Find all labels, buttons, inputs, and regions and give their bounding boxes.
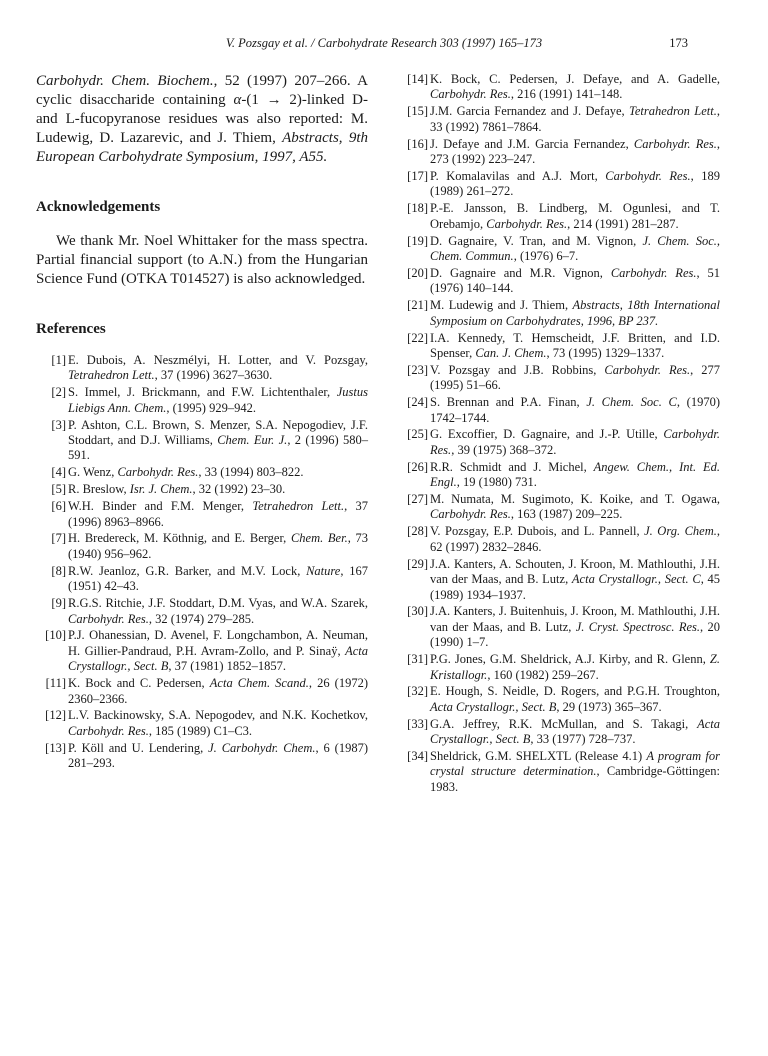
reference-number: [ 30 ] [398, 604, 428, 619]
reference-source: Tetrahedron Lett. [252, 499, 345, 514]
carryover-text: , 52 (1997) 207–266. A cyclic disaccharide containing [36, 73, 369, 108]
reference-item [398, 557, 720, 603]
reference-number: [ 5 ] [36, 482, 66, 497]
reference-details: , 51 (1976) 140–144. [430, 265, 720, 296]
reference-details: , 37 (1996) 3627–3630. [154, 368, 273, 383]
reference-details: , 73 (1995) 1329–1337. [546, 345, 665, 360]
reference-source: J. Chem. Soc. C [586, 395, 677, 410]
reference-authors: V. Pozsgay and J.B. Robbins, [430, 362, 605, 377]
reference-text [430, 749, 720, 795]
reference-source: Acta Crystallogr., Sect. B [430, 699, 557, 714]
reference-details: , 29 (1973) 365–367. [556, 699, 662, 714]
reference-number: [ 26 ] [398, 460, 428, 475]
reference-item [36, 465, 368, 480]
reference-details: , 277 (1995) 51–66. [430, 362, 721, 393]
reference-number: [ 11 ] [36, 676, 66, 691]
reference-authors: R.G.S. Ritchie, J.F. Stoddart, D.M. Vyas, and W.A. Szarek, [68, 596, 368, 611]
reference-number: [ 12 ] [36, 708, 66, 723]
reference-details: , 33 (1994) 803–822. [198, 465, 304, 480]
reference-source: Justus Liebigs Ann. Chem. [68, 385, 368, 415]
reference-number: [ 1 ] [36, 353, 66, 368]
reference-text [68, 385, 368, 416]
reference-source: Abstracts, 18th International Symposium on Carbohydrates, 1996, BP 237. [430, 298, 720, 328]
reference-details: , 33 (1992) 7861–7864. [430, 104, 720, 134]
reference-source: J. Carbohydr. Chem. [208, 740, 316, 755]
reference-text [68, 708, 368, 739]
reference-text [430, 492, 720, 523]
reference-number: [ 10 ] [36, 628, 66, 643]
reference-source: Acta Crystallogr., Sect. B [430, 716, 720, 747]
carryover-journal: Carbohydr. Chem. Biochem. [36, 73, 214, 89]
reference-number: [ 6 ] [36, 499, 66, 514]
reference-details: , 273 (1992) 223–247. [430, 136, 721, 167]
reference-source: J. Cryst. Spectrosc. Res. [575, 619, 701, 634]
reference-list-right [398, 72, 720, 795]
reference-number: [ 22 ] [398, 331, 428, 346]
reference-details: , 216 (1991) 141–148. [510, 87, 623, 102]
reference-text [430, 104, 720, 135]
reference-authors: D. Gagnaire, V. Tran, and M. Vignon, [430, 233, 643, 248]
reference-item [36, 628, 368, 674]
reference-item [36, 741, 368, 772]
reference-item [398, 604, 720, 650]
reference-item [398, 137, 720, 168]
reference-text [430, 266, 720, 297]
reference-details: , 37 (1996) 8963–8966. [68, 499, 369, 529]
reference-text [430, 137, 720, 168]
reference-source: J. Org. Chem. [644, 524, 717, 539]
reference-text [68, 465, 368, 480]
reference-details: , 2 (1996) 580–591. [68, 433, 368, 463]
reference-number: [ 19 ] [398, 234, 428, 249]
acknowledgements-heading: Acknowledgements [36, 199, 161, 215]
carryover-paragraph [36, 72, 368, 167]
reference-number: [ 34 ] [398, 749, 428, 764]
reference-source: Carbohydr. Res. [486, 216, 568, 231]
reference-authors: J. Defaye and J.M. Garcia Fernandez, [430, 136, 634, 151]
reference-details: , 32 (1992) 23–30. [192, 482, 286, 497]
reference-text [68, 499, 368, 530]
reference-authors: G.A. Jeffrey, R.K. McMullan, and S. Takagi, [430, 716, 698, 731]
reference-details: , 167 (1951) 42–43. [68, 563, 368, 594]
reference-details: , Cambridge-Göttingen: 1983. [430, 764, 720, 794]
reference-item [36, 531, 368, 562]
reference-text [430, 460, 720, 491]
reference-authors: D. Gagnaire and M.R. Vignon, [430, 265, 611, 280]
reference-text [68, 676, 368, 707]
carryover-text-2: -(1 → 2)-linked D- and L-fucopyranose residues was also reported: M. Ludewig, D. Lazarevic, and J. Thiem, [36, 92, 368, 146]
reference-text [68, 418, 368, 464]
carryover-alpha: α [233, 92, 242, 108]
reference-authors: J.A. Kanters, A. Schouten, J. Kroon, M. Mathlouthi, J.H. van der Maas, and B. Lutz, [430, 556, 720, 587]
reference-authors: R. Breslow, [68, 482, 130, 497]
reference-number: [ 18 ] [398, 201, 428, 216]
right-column [398, 72, 720, 797]
reference-authors: S. Brennan and P.A. Finan, [430, 395, 587, 410]
reference-authors: W.H. Binder and F.M. Menger, [68, 499, 253, 514]
reference-item [36, 708, 368, 739]
reference-source: J. Chem. Soc., Chem. Commun. [430, 233, 720, 263]
reference-source: Acta Chem. Scand. [209, 676, 309, 691]
reference-text [68, 531, 368, 562]
reference-source: Acta Crystallogr., Sect. C [571, 572, 701, 587]
reference-source: A program for crystal structure determination. [430, 749, 720, 779]
reference-details: , 214 (1991) 281–287. [567, 216, 679, 231]
reference-authors: E. Dubois, A. Neszmélyi, H. Lotter, and V. Pozsgay, [68, 353, 368, 367]
reference-item [398, 395, 720, 426]
reference-source: Chem. Eur. J. [217, 433, 288, 448]
reference-item [398, 492, 720, 523]
reference-item [398, 363, 720, 394]
reference-number: [ 9 ] [36, 596, 66, 611]
reference-authors: G. Excoffier, D. Gagnaire, and J.-P. Utille, [430, 427, 664, 442]
reference-text [430, 557, 720, 603]
reference-number: [ 4 ] [36, 465, 66, 480]
reference-list-left [36, 353, 368, 772]
reference-number: [ 2 ] [36, 385, 66, 400]
reference-details: , 45 (1989) 1934–1937. [430, 572, 721, 602]
reference-text [430, 652, 720, 683]
reference-item [398, 104, 720, 135]
reference-item [36, 482, 368, 497]
reference-text [430, 72, 720, 103]
reference-details: , 189 (1989) 261–272. [430, 168, 721, 199]
reference-source: Carbohydr. Res. [68, 611, 149, 626]
reference-details: , 39 (1975) 368–372. [451, 442, 557, 457]
running-title: V. Pozsgay et al. / Carbohydrate Research 303 (1997) 165–173 [225, 36, 543, 50]
running-header [0, 36, 768, 54]
reference-text [68, 596, 368, 627]
reference-authors: M. Numata, M. Sugimoto, K. Koike, and T. Ogawa, [430, 492, 720, 507]
reference-number: [ 28 ] [398, 524, 428, 539]
reference-number: [ 29 ] [398, 557, 428, 572]
reference-authors: R.R. Schmidt and J. Michel, [430, 459, 594, 474]
reference-item [398, 331, 720, 362]
reference-text [68, 564, 368, 595]
reference-item [36, 564, 368, 595]
reference-details: , 33 (1977) 728–737. [530, 732, 636, 747]
reference-source: Tetrahedron Lett. [629, 104, 717, 119]
reference-item [398, 460, 720, 491]
reference-number: [ 27 ] [398, 492, 428, 507]
reference-details: , 160 (1982) 259–267. [487, 667, 599, 682]
reference-item [398, 717, 720, 748]
reference-item [398, 169, 720, 200]
reference-source: Carbohydr. Res. [68, 723, 149, 738]
reference-text [430, 363, 720, 394]
reference-source: Carbohydr. Res. [604, 362, 691, 377]
reference-details: , 163 (1987) 209–225. [510, 507, 623, 522]
carryover-abstracts: Abstracts, 9th European Carbohydrate Symposium, 1997, A55. [36, 130, 368, 165]
reference-item [398, 298, 720, 329]
reference-authors: K. Bock, C. Pedersen, J. Defaye, and A. Gadelle, [430, 72, 720, 86]
reference-source: Carbohydr. Res. [605, 168, 691, 183]
reference-text [430, 604, 720, 650]
reference-item [36, 353, 368, 384]
reference-text [430, 331, 720, 362]
reference-text [430, 427, 720, 458]
reference-number: [ 8 ] [36, 564, 66, 579]
reference-item [36, 596, 368, 627]
reference-details: , 32 (1974) 279–285. [148, 611, 255, 626]
reference-item [398, 427, 720, 458]
reference-authors: P.G. Jones, G.M. Sheldrick, A.J. Kirby, and R. Glenn, [430, 652, 710, 667]
reference-number: [ 21 ] [398, 298, 428, 313]
reference-source: Acta Crystallogr., Sect. B [68, 643, 368, 674]
acknowledgements-text: We thank Mr. Noel Whittaker for the mass spectra. Partial financial support (to A.N.) from the Hungarian Science Fund (OTKA T014527) is also acknowledged. [36, 233, 368, 287]
reference-source: Isr. J. Chem. [129, 482, 193, 497]
reference-number: [ 20 ] [398, 266, 428, 281]
reference-item [36, 418, 368, 464]
reference-text [68, 353, 368, 384]
reference-authors: V. Pozsgay, E.P. Dubois, and L. Pannell, [430, 524, 645, 539]
reference-authors: P. Köll and U. Lendering, [68, 740, 209, 755]
reference-number: [ 15 ] [398, 104, 428, 119]
reference-source: Z. Kristallogr. [430, 652, 720, 682]
reference-details: , (1995) 929–942. [166, 400, 256, 415]
reference-text [430, 717, 720, 748]
reference-text [68, 628, 368, 674]
reference-authors: L.V. Backinowsky, S.A. Nepogodev, and N.K. Kochetkov, [68, 708, 368, 723]
reference-item [36, 385, 368, 416]
reference-details: , 26 (1972) 2360–2366. [68, 676, 369, 706]
reference-authors: G. Wenz, [68, 465, 118, 480]
reference-details: , 37 (1981) 1852–1857. [168, 659, 287, 674]
reference-number: [ 23 ] [398, 363, 428, 378]
reference-number: [ 14 ] [398, 72, 428, 87]
reference-text [430, 524, 720, 555]
reference-details: , (1976) 6–7. [513, 248, 579, 263]
reference-number: [ 31 ] [398, 652, 428, 667]
reference-text [430, 169, 720, 200]
reference-authors: S. Immel, J. Brickmann, and F.W. Lichtenthaler, [68, 385, 337, 400]
reference-authors: E. Hough, S. Neidle, D. Rogers, and P.G.H. Troughton, [430, 684, 720, 699]
reference-source: Carbohydr. Res. [430, 87, 511, 102]
reference-source: Carbohydr. Res. [633, 136, 717, 151]
reference-authors: K. Bock and C. Pedersen, [68, 676, 210, 691]
reference-number: [ 32 ] [398, 684, 428, 699]
reference-source: Tetrahedron Lett. [68, 368, 155, 383]
reference-item [398, 749, 720, 795]
reference-text [68, 741, 368, 772]
reference-authors: P.J. Ohanessian, D. Avenel, F. Longchambon, A. Neuman, H. Gillier-Pandraud, P.H. Avram-Zollo, and P. Sinaÿ, [68, 628, 368, 658]
reference-source: Chem. Ber. [290, 531, 348, 546]
reference-item [398, 266, 720, 297]
reference-source: Carbohydr. Res. [117, 465, 199, 480]
reference-number: [ 25 ] [398, 427, 428, 442]
reference-number: [ 16 ] [398, 137, 428, 152]
reference-details: , (1970) 1742–1744. [430, 395, 720, 425]
reference-item [398, 652, 720, 683]
reference-text [68, 482, 368, 497]
reference-authors: Sheldrick, G.M. SHELXTL (Release 4.1) [430, 749, 647, 764]
reference-text [430, 201, 720, 232]
reference-text [430, 234, 720, 265]
reference-number: [ 7 ] [36, 531, 66, 546]
left-column [36, 72, 368, 773]
reference-details: , 62 (1997) 2832–2846. [430, 524, 721, 554]
reference-number: [ 13 ] [36, 741, 66, 756]
reference-authors: P. Ashton, C.L. Brown, S. Menzer, S.A. Nepogodiev, J.F. Stoddart, and D.J. Williams, [68, 417, 368, 448]
reference-text [430, 395, 720, 426]
reference-source: Carbohydr. Res. [430, 507, 511, 522]
reference-item [398, 234, 720, 265]
reference-source: Angew. Chem., Int. Ed. Engl. [430, 459, 720, 490]
reference-authors: J.A. Kanters, J. Buitenhuis, J. Kroon, M. Mathlouthi, J.H. van der Maas, and B. Lutz, [430, 604, 720, 634]
reference-details: , 73 (1940) 956–962. [68, 531, 369, 561]
reference-authors: M. Ludewig and J. Thiem, [430, 298, 573, 313]
reference-number: [ 17 ] [398, 169, 428, 184]
reference-details: , 6 (1987) 281–293. [68, 740, 369, 771]
reference-source: Can. J. Chem. [475, 345, 547, 360]
reference-source: Carbohydr. Res. [430, 427, 720, 457]
reference-item [398, 524, 720, 555]
reference-details: , 20 (1990) 1–7. [430, 619, 720, 650]
reference-authors: I.A. Kennedy, T. Hemscheidt, J.F. Britten, and I.D. Spenser, [430, 330, 720, 360]
reference-text [430, 298, 720, 329]
reference-number: [ 33 ] [398, 717, 428, 732]
reference-authors: P.-E. Jansson, B. Lindberg, M. Ogunlesi, and T. Orebamjo, [430, 201, 720, 231]
reference-item [398, 72, 720, 103]
page-number: 173 [669, 36, 688, 50]
reference-item [36, 676, 368, 707]
reference-item [398, 201, 720, 232]
references-heading: References [36, 321, 106, 337]
reference-authors: P. Komalavilas and A.J. Mort, [430, 168, 606, 183]
reference-authors: R.W. Jeanloz, G.R. Barker, and M.V. Lock, [68, 563, 307, 578]
reference-number: [ 24 ] [398, 395, 428, 410]
reference-authors: J.M. Garcia Fernandez and J. Defaye, [430, 104, 630, 119]
reference-source: Carbohydr. Res. [610, 265, 697, 280]
reference-authors: H. Bredereck, M. Köthnig, and E. Berger, [68, 531, 291, 546]
reference-source: Nature [306, 563, 341, 578]
reference-details: , 185 (1989) C1–C3. [148, 723, 253, 738]
reference-details: , 19 (1980) 731. [456, 475, 537, 490]
reference-number: [ 3 ] [36, 418, 66, 433]
reference-text [430, 684, 720, 715]
reference-item [398, 684, 720, 715]
reference-item [36, 499, 368, 530]
